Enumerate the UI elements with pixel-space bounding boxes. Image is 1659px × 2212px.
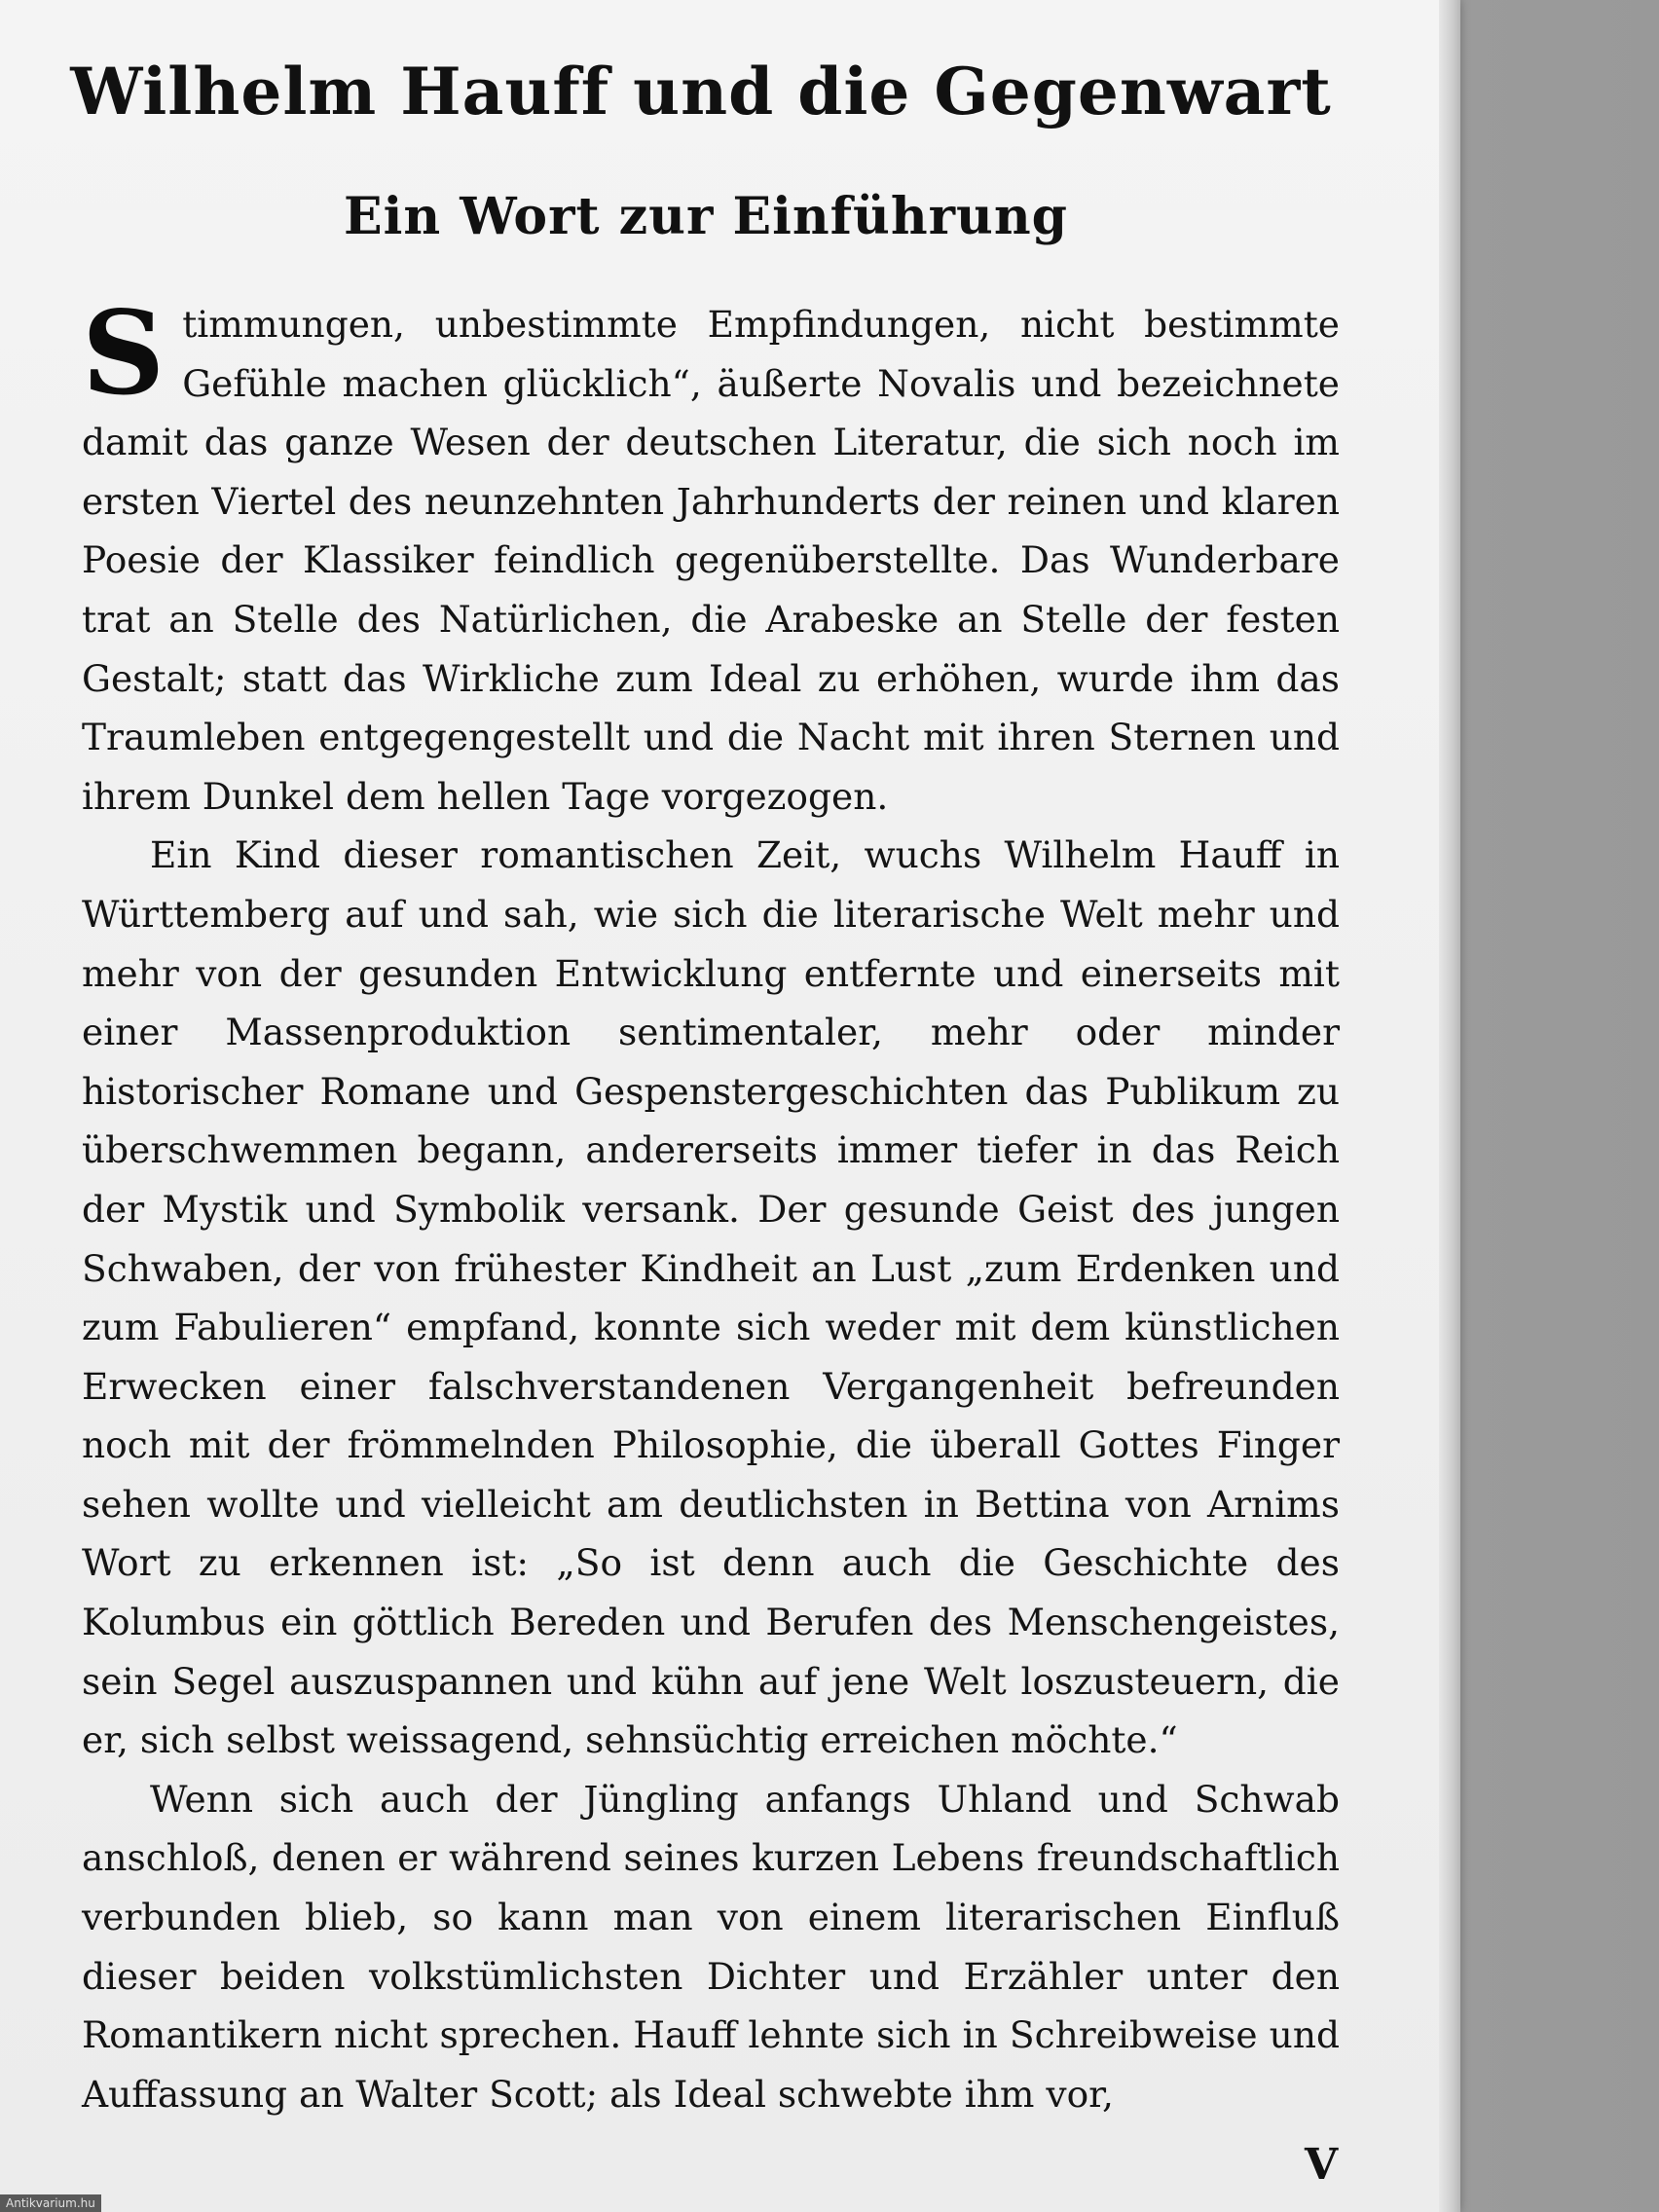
page-edge-shadow [1439,0,1460,2212]
watermark-label: Antikvarium.hu [0,2194,101,2212]
page-subtitle: Ein Wort zur Einführung [343,187,1069,246]
page-title: Wilhelm Hauff und die Gegenwart [70,54,1332,129]
body-text [82,285,1340,2123]
drop-cap-letter: S [82,285,166,421]
paragraph-1-text: timmungen, unbestimmte Empfindungen, nicht bestimmte Gefühle machen glücklich“, äußerte Novalis und bezeichnete damit das ganze Wesen der deutschen Literatur, die sich noch im ersten Viertel des neunzehnten Jahrhunderts der reinen und klaren Poesie der Klassiker feindlich gegenüberstellte. Das Wunderbare trat an Stelle des Natürlichen, die Arabeske an Stelle der festen Gestalt; statt das Wirkliche zum Ideal zu erhöhen, wurde ihm das Traumleben entgegengestellt und die Nacht mit ihren Sternen und ihrem Dunkel dem hellen Tage vorgezogen. [82,303,1340,818]
page-number: V [1305,2140,1339,2190]
paragraph-3: Wenn sich auch der Jüngling anfangs Uhland und Schwab anschloß, denen er während seines kurzen Lebens freundschaftlich verbunden blieb, so kann man von einem literarischen Einfluß dieser beiden volkstümlichsten Dichter und Erzähler unter den Romantikern nicht sprechen. Hauff lehnte sich in Schreibweise und Auffassung an Walter Scott; als Ideal schwebte ihm vor, [82,1777,1340,2116]
paragraph-1 [82,285,1340,826]
paragraph-2: Ein Kind dieser romantischen Zeit, wuchs Wilhelm Hauff in Württemberg auf und sah, wie sich die literarische Welt mehr und mehr von der gesunden Entwicklung entfernte und einerseits mit einer Massenproduktion sentimentaler, mehr oder minder historischer Romane und Gespenstergeschichten das Publikum zu überschwemmen begann, andererseits immer tiefer in das Reich der Mystik und Symbolik versank. Der gesunde Geist des jungen Schwaben, der von frühester Kindheit an Lust „zum Erdenken und zum Fabulieren“ empfand, konnte sich weder mit dem künstlichen Erwecken einer falschverstandenen Vergangenheit befreunden noch mit der frömmelnden Philosophie, die überall Gottes Finger sehen wollte und vielleicht am deutlichsten in Bettina von Arnims Wort zu erkennen ist: „So ist denn auch die Geschichte des Kolumbus ein göttlich Bereden und Berufen des Menschengeistes, sein Segel auszuspannen und kühn auf jene Welt loszusteuern, die er, sich selbst weissagend, sehnsüchtig erreichen möchte.“ [82,833,1340,1762]
